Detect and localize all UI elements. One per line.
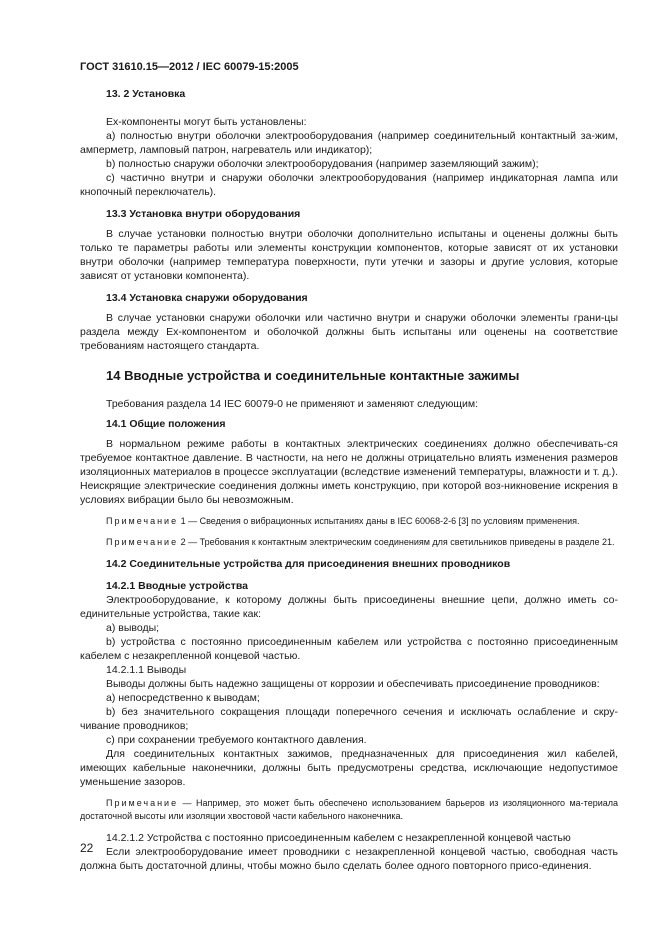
section-14-2-1-item-b: b) устройства с постоянно присоединенным кабелем или устройства с постоянно присоединенным кабелем с незакрепленной концевой частью. (80, 636, 618, 662)
section-14-2-1-text: Электрооборудование, к которому должны быть присоединены внешние цепи, должно иметь со-единительные устройства, такие как: (80, 594, 618, 620)
note-3-label: Примечание (106, 798, 179, 808)
note-3 (80, 797, 618, 823)
section-14-2-1-1-more: Для соединительных контактных зажимов, предназначенных для присоединения жил кабелей, имеющих кабельные наконечники, должны быть предусмотрены средства, исключающие недопустимое уменьшение зазоров. (80, 748, 618, 788)
note-2-label: Примечание (106, 537, 179, 547)
note-1-text: 1 — Сведения о вибрационных испытаниях даны в IEC 60068-2-6 [3] по условиям применения. (178, 516, 580, 526)
section-14-intro: Требования раздела 14 IEC 60079-0 не применяют и заменяют следующим: (106, 398, 479, 410)
note-2 (80, 536, 618, 549)
section-13-2-item-a: а) полностью внутри оболочки электрооборудования (например соединительный контактный за-жим, амперметр, ламповый патрон, нагреватель или индикатор); (80, 130, 618, 156)
section-13-2-item-c: с) частично внутри и снаружи оболочки электрооборудования (например индикаторная лампа или кнопочный переключатель). (80, 172, 618, 198)
section-13-3-text: В случае установки полностью внутри оболочки дополнительно испытаны и оценены должны быть только те параметры работы или элементы конструкции компонентов, которые зависят от их установки внутри оболочки (например температура поверхности, пути утечки и зазоры и другие условия, которые зависят от установки компонента). (80, 228, 618, 282)
document-header: ГОСТ 31610.15—2012 / IEC 60079-15:2005 (80, 61, 299, 73)
section-14-2-1-1-text: Выводы должны быть надежно защищены от коррозии и обеспечивать присоединение проводников: (106, 678, 600, 690)
section-14-2-1-item-a: а) выводы; (106, 622, 160, 634)
document-body (80, 87, 618, 873)
section-14-2-1-heading: 14.2.1 Вводные устройства (106, 580, 248, 592)
note-2-text: 2 — Требования к контактным электрическим соединениям для светильников приведены в разделе 21. (178, 537, 615, 547)
section-13-4-text: В случае установки снаружи оболочки или частично внутри и снаружи оболочки элементы грани-цы раздела между Ех-компонентом и оболочкой должны быть испытаны или оценены на соответствие требованиям настоящего стандарта. (80, 312, 618, 352)
note-1-label: Примечание (106, 516, 179, 526)
section-14-2-1-1-item-a: а) непосредственно к выводам; (106, 692, 260, 704)
note-3-text: — Например, это может быть обеспечено использованием барьеров из изоляционного ма-териала достаточной высоты или изоляции хвостовой части кабельного наконечника. (80, 798, 618, 821)
section-14-2-1-1-item-b: b) без значительного сокращения площади поперечного сечения и исключать ослабление и скру-чивание проводников; (80, 706, 618, 732)
section-14-2-1-1-item-c: с) при сохранении требуемого контактного давления. (106, 734, 367, 746)
section-13-2-heading: 13. 2 Установка (106, 88, 186, 100)
section-14-heading: 14 Вводные устройства и соединительные контактные зажимы (106, 368, 520, 383)
section-14-2-1-2-heading: 14.2.1.2 Устройства с постоянно присоединенным кабелем с незакрепленной концевой частью (106, 832, 571, 844)
section-13-2-item-b: b) полностью снаружи оболочки электрооборудования (например заземляющий зажим); (106, 158, 539, 170)
section-14-1-text: В нормальном режиме работы в контактных электрических соединениях должно обеспечивать-ся требуемое контактное давление. В частности, на него не должны отрицательно влиять изменения размеров изоляционных материалов в процессе эксплуатации (вследствие изменений температуры, влажности и т. д.). Неискрящие электрические соединения должны иметь конструкцию, при которой воз-никновение искрения в условиях вибрации было бы невозможным. (80, 438, 618, 506)
section-13-4-heading: 13.4 Установка снаружи оборудования (106, 292, 308, 304)
section-13-3-heading: 13.3 Установка внутри оборудования (106, 208, 301, 220)
section-14-2-heading: 14.2 Соединительные устройства для присоединения внешних проводников (106, 558, 511, 570)
section-14-2-1-2-text: Если электрооборудование имеет проводники с незакрепленной концевой частью, свободная часть должна быть достаточной длины, чтобы можно было сделать более одного повторного присо-единения. (80, 846, 618, 872)
note-1 (80, 515, 618, 528)
section-13-2-intro: Ех-компоненты могут быть установлены: (106, 116, 307, 128)
section-14-2-1-1-heading: 14.2.1.1 Выводы (106, 664, 187, 676)
section-14-1-heading: 14.1 Общие положения (106, 418, 226, 430)
page-number: 22 (80, 841, 94, 855)
